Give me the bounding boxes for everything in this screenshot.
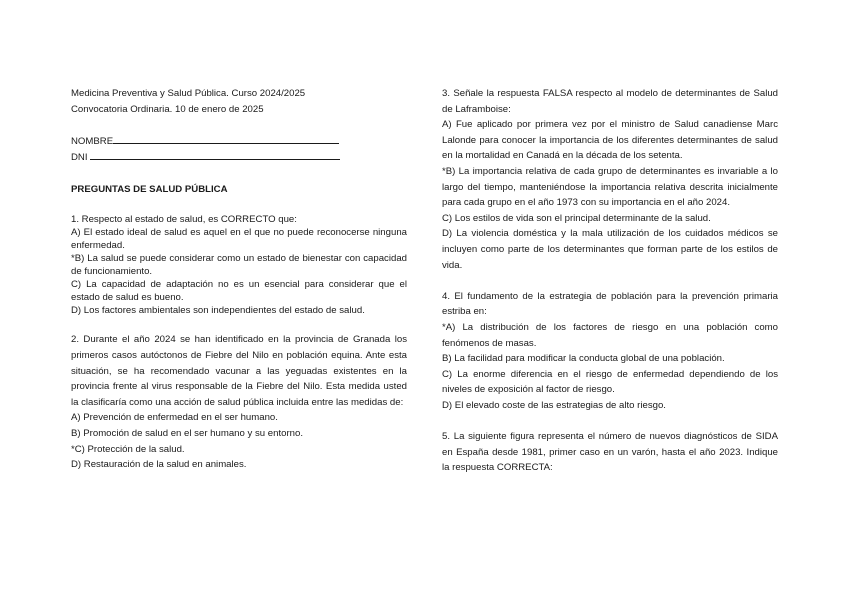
dni-blank-line[interactable] [90, 149, 340, 160]
question-4-option-b: B) La facilidad para modificar la conducta global de una población. [442, 353, 725, 365]
question-3-option-d: D) La violencia doméstica y la mala utilización de los cuidados médicos se incluyen como parte de los determinantes que forman parte de los estilos de vida. [442, 228, 778, 271]
question-3-option-b: *B) La importancia relativa de cada grupo de determinantes es invariable a lo largo del tiempo, manteniéndose la importancia relativa descrita inicialmente para cada grupo en el año 1973 con su importancia en el año 2024. [442, 165, 778, 209]
question-5-stem: 5. La siguiente figura representa el número de nuevos diagnósticos de SIDA en España desde 1981, primer caso en un varón, hasta el año 2023. Indique la respuesta CORRECTA: [442, 431, 778, 474]
question-2-option-d: D) Restauración de la salud en animales. [71, 459, 247, 471]
section-title: PREGUNTAS DE SALUD PÚBLICA [71, 183, 228, 195]
question-2-option-b: B) Promoción de salud en el ser humano y su entorno. [71, 427, 303, 439]
question-2-stem: 2. Durante el año 2024 se han identificado en la provincia de Granada los primeros casos autóctonos de Fiebre del Nilo en población equina. Ante esta situación, se ha recomendado vacunar a las yeguadas existentes en la provincia frente al virus responsable de la Fiebre del Nilo. Esta medida usted la clasificaría como una acción de salud pública incluida entre las medidas de: [71, 334, 407, 408]
question-4-option-a: *A) La distribución de los factores de riesgo en una población como fenómenos de masas. [442, 321, 778, 349]
question-3-option-a: A) Fue aplicado por primera vez por el ministro de Salud canadiense Marc Lalonde para conocer la importancia de los diferentes determinantes de salud en la mortalidad en Canadá en la década de los setenta. [442, 119, 778, 162]
question-4-option-d: D) El elevado coste de las estrategias de alto riesgo. [442, 399, 666, 411]
question-1-stem: 1. Respecto al estado de salud, es CORRECTO que: [71, 213, 297, 225]
question-1-option-d: D) Los factores ambientales son independientes del estado de salud. [71, 304, 365, 316]
question-1-option-b: *B) La salud se puede considerar como un estado de bienestar con capacidad de funcionamiento. [71, 252, 407, 277]
name-label: NOMBRE [71, 135, 114, 147]
name-blank-line[interactable] [113, 133, 339, 144]
left-column [71, 86, 407, 473]
question-3-stem: 3. Señale la respuesta FALSA respecto al modelo de determinantes de Salud de Laframboise: [442, 88, 778, 115]
question-1-option-a: A) El estado ideal de salud es aquel en el que no puede reconocerse ninguna enfermedad. [71, 226, 407, 251]
exam-session: Convocatoria Ordinaria. 10 de enero de 2025 [71, 103, 264, 115]
question-1-option-c: C) La capacidad de adaptación no es un esencial para considerar que el estado de salud es bueno. [71, 278, 407, 303]
dni-field[interactable] [71, 149, 407, 166]
right-column [442, 86, 778, 476]
question-4-option-c: C) La enorme diferencia en el riesgo de enfermedad dependiendo de los niveles de exposición al factor de riesgo. [442, 368, 778, 396]
dni-label: DNI [71, 152, 88, 164]
question-2-option-a: A) Prevención de enfermedad en el ser humano. [71, 412, 278, 424]
name-field[interactable] [71, 133, 407, 150]
course-title: Medicina Preventiva y Salud Pública. Curso 2024/2025 [71, 88, 306, 99]
question-2-option-c: *C) Protección de la salud. [71, 443, 185, 455]
question-3-option-c: C) Los estilos de vida son el principal determinante de la salud. [442, 212, 711, 224]
question-4-stem: 4. El fundamento de la estrategia de población para la prevención primaria estriba en: [442, 290, 778, 318]
